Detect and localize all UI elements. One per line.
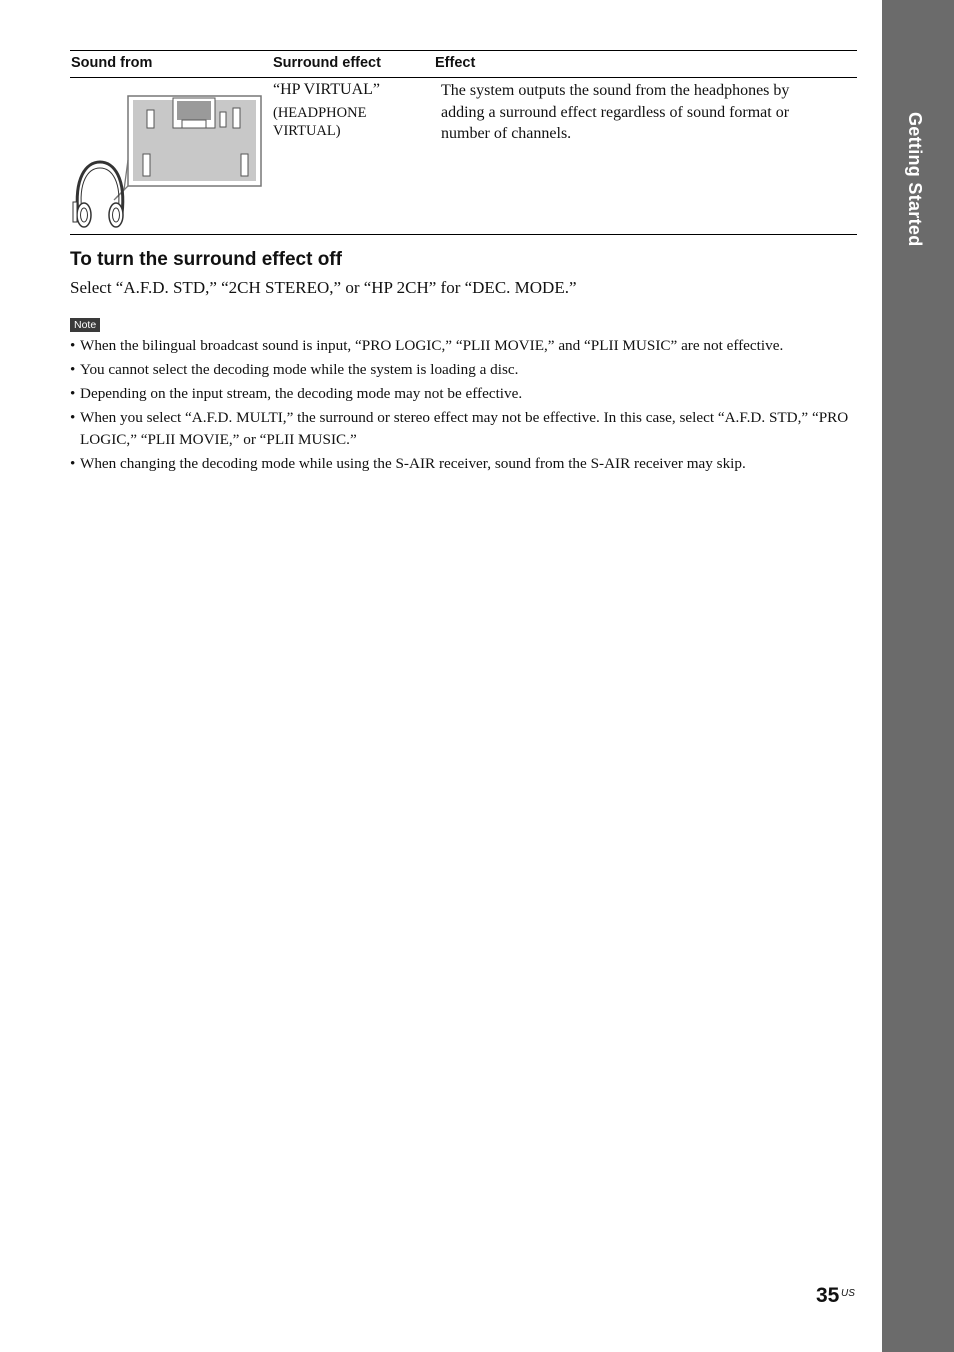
table-top-rule [70, 50, 857, 51]
note-item: • When the bilingual broadcast sound is input, “PRO LOGIC,” “PLII MOVIE,” and “PLII MUSIC” are not effective. [70, 335, 865, 357]
header-surround-effect: Surround effect [273, 55, 381, 71]
header-effect: Effect [435, 55, 476, 71]
page-number-suffix: US [841, 1288, 855, 1299]
surround-right-speaker-icon [241, 154, 248, 176]
subwoofer-speaker-icon [233, 108, 240, 128]
front-right-speaker-icon [220, 112, 226, 127]
header-sound-from: Sound from [71, 55, 153, 71]
surround-left-speaker-icon [143, 154, 150, 176]
headphones-icon [73, 162, 123, 227]
page-number: 35 [816, 1284, 840, 1307]
note-item: • You cannot select the decoding mode while the system is loading a disc. [70, 359, 865, 381]
surround-effect-subname: (HEADPHONE VIRTUAL) [273, 105, 367, 139]
center-speaker-icon [182, 120, 206, 128]
note-item: • When changing the decoding mode while using the S-AIR receiver, sound from the S-AIR receiver may skip. [70, 453, 865, 475]
note-badge: Note [70, 318, 100, 332]
headphone-virtual-illustration [72, 94, 264, 230]
side-tab-label: Getting Started [905, 112, 925, 247]
note-list [70, 335, 865, 477]
table-header-rule [70, 77, 857, 78]
surround-effect-name: “HP VIRTUAL” [273, 81, 381, 98]
effect-description: The system outputs the sound from the headphones by adding a surround effect regardless of sound format or number of channels. [441, 82, 790, 142]
section-heading: To turn the surround effect off [70, 249, 342, 270]
table-bottom-rule [70, 234, 857, 235]
front-left-speaker-icon [147, 110, 154, 128]
section-text: Select “A.F.D. STD,” “2CH STEREO,” or “HP 2CH” for “DEC. MODE.” [70, 278, 577, 297]
note-item: • When you select “A.F.D. MULTI,” the surround or stereo effect may not be effective. In this case, select “A.F.D. STD,” “PRO LOGIC,” “PLII MOVIE,” or “PLII MUSIC.” [70, 407, 865, 450]
note-item: • Depending on the input stream, the decoding mode may not be effective. [70, 383, 865, 405]
